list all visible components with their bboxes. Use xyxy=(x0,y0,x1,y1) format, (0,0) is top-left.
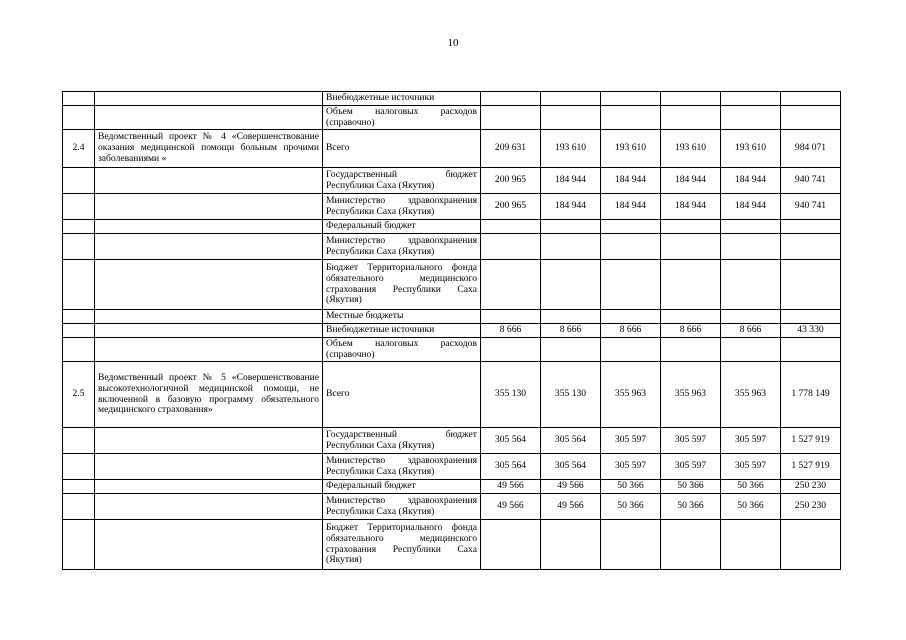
row-index xyxy=(63,260,95,310)
year-value: 50 366 xyxy=(661,480,721,494)
project-name xyxy=(95,168,323,194)
year-value: 355 130 xyxy=(481,362,541,428)
year-value xyxy=(661,520,721,570)
project-name xyxy=(95,428,323,454)
table-row xyxy=(63,194,841,220)
table-row xyxy=(63,454,841,480)
funding-source: Внебюджетные источники xyxy=(323,92,481,106)
year-value xyxy=(481,106,541,130)
total-value xyxy=(781,92,841,106)
year-value: 193 610 xyxy=(601,130,661,168)
funding-source: Министерство здравоохранения Республики Саха (Якутия) xyxy=(323,454,481,480)
year-value: 184 944 xyxy=(601,168,661,194)
table-row xyxy=(63,260,841,310)
year-value: 305 597 xyxy=(601,428,661,454)
year-value xyxy=(481,520,541,570)
row-index xyxy=(63,220,95,234)
row-index xyxy=(63,310,95,324)
funding-source: Бюджет Территориального фонда обязательного медицинского страхования Республики Саха (Якутия) xyxy=(323,520,481,570)
year-value xyxy=(661,338,721,362)
year-value xyxy=(601,92,661,106)
row-index xyxy=(63,338,95,362)
year-value: 355 963 xyxy=(721,362,781,428)
year-value xyxy=(481,92,541,106)
total-value: 1 527 919 xyxy=(781,454,841,480)
table-row xyxy=(63,310,841,324)
table-row xyxy=(63,220,841,234)
year-value: 50 366 xyxy=(601,494,661,520)
year-value: 49 566 xyxy=(541,480,601,494)
total-value xyxy=(781,106,841,130)
year-value: 305 597 xyxy=(661,454,721,480)
year-value: 193 610 xyxy=(661,130,721,168)
year-value: 200 965 xyxy=(481,168,541,194)
year-value: 193 610 xyxy=(721,130,781,168)
total-value: 250 230 xyxy=(781,494,841,520)
year-value: 8 666 xyxy=(481,324,541,338)
project-name xyxy=(95,92,323,106)
project-name xyxy=(95,494,323,520)
row-index xyxy=(63,324,95,338)
year-value xyxy=(541,106,601,130)
year-value: 305 564 xyxy=(541,454,601,480)
year-value xyxy=(601,338,661,362)
total-value xyxy=(781,234,841,260)
year-value: 355 130 xyxy=(541,362,601,428)
year-value xyxy=(601,520,661,570)
year-value xyxy=(541,220,601,234)
total-value: 940 741 xyxy=(781,168,841,194)
year-value xyxy=(721,234,781,260)
funding-source: Государственный бюджет Республики Саха (Якутия) xyxy=(323,428,481,454)
year-value xyxy=(721,220,781,234)
year-value xyxy=(661,310,721,324)
year-value xyxy=(601,310,661,324)
year-value xyxy=(661,92,721,106)
year-value xyxy=(541,234,601,260)
year-value: 305 564 xyxy=(541,428,601,454)
funding-source: Федеральный бюджет xyxy=(323,220,481,234)
year-value xyxy=(541,260,601,310)
project-name xyxy=(95,310,323,324)
year-value: 50 366 xyxy=(661,494,721,520)
year-value xyxy=(661,220,721,234)
year-value: 305 597 xyxy=(661,428,721,454)
year-value: 184 944 xyxy=(661,194,721,220)
project-name xyxy=(95,480,323,494)
year-value xyxy=(481,260,541,310)
year-value xyxy=(481,338,541,362)
table-row xyxy=(63,480,841,494)
row-index xyxy=(63,494,95,520)
row-index xyxy=(63,428,95,454)
year-value: 184 944 xyxy=(601,194,661,220)
total-value xyxy=(781,338,841,362)
year-value: 184 944 xyxy=(541,168,601,194)
year-value: 50 366 xyxy=(601,480,661,494)
year-value: 50 366 xyxy=(721,494,781,520)
funding-source: Министерство здравоохранения Республики Саха (Якутия) xyxy=(323,494,481,520)
table-row xyxy=(63,234,841,260)
total-value: 1 778 149 xyxy=(781,362,841,428)
project-name xyxy=(95,324,323,338)
year-value xyxy=(721,92,781,106)
year-value xyxy=(661,260,721,310)
year-value xyxy=(601,234,661,260)
funding-source: Объем налоговых расходов (справочно) xyxy=(323,106,481,130)
year-value: 184 944 xyxy=(541,194,601,220)
year-value xyxy=(541,92,601,106)
year-value: 8 666 xyxy=(601,324,661,338)
row-index xyxy=(63,106,95,130)
total-value: 1 527 919 xyxy=(781,428,841,454)
row-index xyxy=(63,194,95,220)
table-row xyxy=(63,130,841,168)
project-name xyxy=(95,338,323,362)
year-value: 8 666 xyxy=(541,324,601,338)
year-value xyxy=(721,338,781,362)
funding-source: Федеральный бюджет xyxy=(323,480,481,494)
year-value xyxy=(541,338,601,362)
table-row xyxy=(63,92,841,106)
total-value: 940 741 xyxy=(781,194,841,220)
year-value xyxy=(661,234,721,260)
table-row xyxy=(63,106,841,130)
year-value xyxy=(661,106,721,130)
funding-table xyxy=(62,91,841,570)
project-name xyxy=(95,106,323,130)
year-value xyxy=(721,310,781,324)
project-name: Ведомственный проект № 5 «Совершенствование высокотехнологичной медицинской помощи, не включенной в базовую программу обязательного медицинского страхования» xyxy=(95,362,323,428)
year-value: 8 666 xyxy=(661,324,721,338)
total-value: 984 071 xyxy=(781,130,841,168)
year-value xyxy=(721,260,781,310)
year-value xyxy=(481,220,541,234)
year-value: 50 366 xyxy=(721,480,781,494)
year-value xyxy=(601,260,661,310)
total-value xyxy=(781,260,841,310)
table-row xyxy=(63,428,841,454)
row-index: 2.5 xyxy=(63,362,95,428)
project-name xyxy=(95,194,323,220)
funding-source: Государственный бюджет Республики Саха (Якутия) xyxy=(323,168,481,194)
funding-source: Местные бюджеты xyxy=(323,310,481,324)
project-name xyxy=(95,220,323,234)
year-value: 184 944 xyxy=(661,168,721,194)
total-value: 250 230 xyxy=(781,480,841,494)
year-value xyxy=(601,220,661,234)
table-row xyxy=(63,494,841,520)
row-index xyxy=(63,480,95,494)
row-index: 2.4 xyxy=(63,130,95,168)
year-value: 209 631 xyxy=(481,130,541,168)
year-value xyxy=(541,310,601,324)
row-index xyxy=(63,454,95,480)
year-value: 305 597 xyxy=(721,428,781,454)
page-number: 10 xyxy=(447,37,459,49)
year-value: 49 566 xyxy=(481,480,541,494)
year-value xyxy=(601,106,661,130)
funding-source: Министерство здравоохранения Республики Саха (Якутия) xyxy=(323,234,481,260)
year-value xyxy=(541,520,601,570)
year-value: 49 566 xyxy=(481,494,541,520)
year-value: 355 963 xyxy=(661,362,721,428)
year-value xyxy=(481,234,541,260)
row-index xyxy=(63,234,95,260)
year-value: 305 564 xyxy=(481,454,541,480)
row-index xyxy=(63,92,95,106)
year-value: 49 566 xyxy=(541,494,601,520)
total-value xyxy=(781,520,841,570)
year-value: 184 944 xyxy=(721,168,781,194)
total-value: 43 330 xyxy=(781,324,841,338)
project-name xyxy=(95,234,323,260)
year-value: 355 963 xyxy=(601,362,661,428)
year-value: 8 666 xyxy=(721,324,781,338)
table-row xyxy=(63,324,841,338)
funding-source: Объем налоговых расходов (справочно) xyxy=(323,338,481,362)
project-name xyxy=(95,454,323,480)
year-value: 305 564 xyxy=(481,428,541,454)
year-value xyxy=(481,310,541,324)
project-name xyxy=(95,520,323,570)
funding-source: Всего xyxy=(323,130,481,168)
year-value: 305 597 xyxy=(601,454,661,480)
year-value: 305 597 xyxy=(721,454,781,480)
project-name xyxy=(95,260,323,310)
funding-source: Бюджет Территориального фонда обязательного медицинского страхования Республики Саха (Якутия) xyxy=(323,260,481,310)
table-row xyxy=(63,168,841,194)
funding-source: Министерство здравоохранения Республики Саха (Якутия) xyxy=(323,194,481,220)
total-value xyxy=(781,220,841,234)
funding-source: Внебюджетные источники xyxy=(323,324,481,338)
table-row xyxy=(63,520,841,570)
row-index xyxy=(63,168,95,194)
total-value xyxy=(781,310,841,324)
year-value xyxy=(721,106,781,130)
funding-source: Всего xyxy=(323,362,481,428)
table-row xyxy=(63,362,841,428)
year-value: 184 944 xyxy=(721,194,781,220)
year-value: 193 610 xyxy=(541,130,601,168)
project-name: Ведомственный проект № 4 «Совершенствование оказания медицинской помощи больным прочими заболеваниями « xyxy=(95,130,323,168)
year-value: 200 965 xyxy=(481,194,541,220)
row-index xyxy=(63,520,95,570)
year-value xyxy=(721,520,781,570)
table-row xyxy=(63,338,841,362)
